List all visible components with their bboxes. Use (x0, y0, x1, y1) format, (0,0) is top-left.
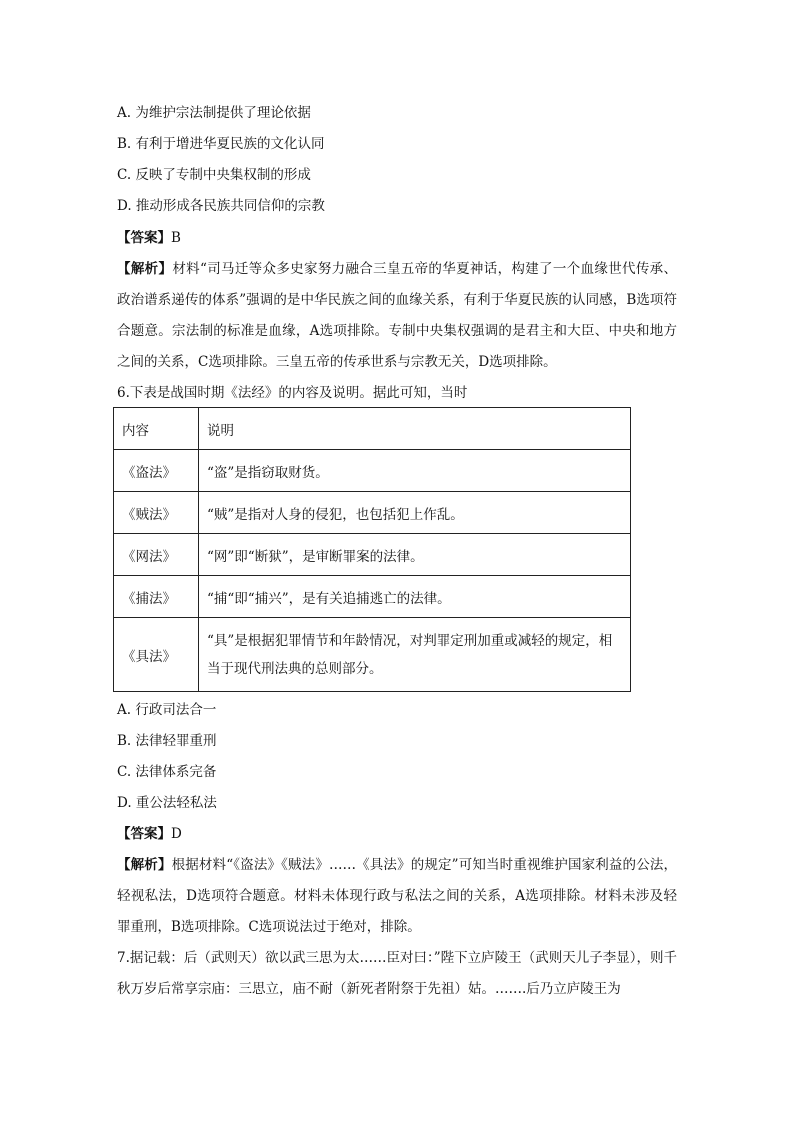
table-cell-law: 《贼法》 (114, 492, 199, 534)
q6-analysis-label: 【解析】 (117, 857, 172, 873)
q5-option-a: A. 为维护宗法制提供了理论依据 (117, 105, 311, 121)
q6-option-d: D. 重公法轻私法 (117, 795, 217, 811)
table-row (114, 534, 631, 576)
q6-answer-value: D (171, 826, 182, 842)
table-row (114, 576, 631, 618)
q7-stem: 7.据记载：后（武则天）欲以武三思为太……臣对曰：”陛下立庐陵王（武则天儿子李显），则千秋万岁后常享宗庙：三思立，庙不耐（新死者附祭于先祖）姑。…….后乃立庐陵王为 (117, 950, 677, 997)
table-cell-law: 《盗法》 (114, 450, 199, 492)
q5-option-c: C. 反映了专制中央集权制的形成 (117, 167, 311, 183)
q5-option-b: B. 有利于增进华夏民族的文化认同 (117, 136, 325, 152)
table-row (114, 618, 631, 692)
table-cell-law: 《网法》 (114, 534, 199, 576)
table-cell-description-text: “具”是根据犯罪情节和年龄情况，对判罪定刑加重或减轻的规定，相当于现代刑法典的总则部分。 (207, 632, 613, 677)
q5-analysis-label: 【解析】 (117, 261, 173, 277)
table-cell-description: “盗”是指窃取财货。 (199, 450, 631, 492)
q6-option-a: A. 行政司法合一 (117, 702, 217, 718)
q5-analysis-text: 材料“司马迁等众多史家努力融合三皇五帝的华夏神话，构建了一个血缘世代传承、政治谱系递传的体系”强调的是中华民族之间的血缘关系，有利于华夏民族的认同感，B选项符合题意。宗法制的标准是血缘，A选项排除。专制中央集权强调的是君主和大臣、中央和地方之间的关系，C选项排除。三皇五帝的传承世系与宗教无关，D选项排除。 (117, 261, 677, 370)
table-cell-description: “捕“即“捕兴”，是有关追捕逃亡的法律。 (199, 576, 631, 618)
q5-answer (117, 228, 181, 248)
table-cell-description: “网”即“断狱”，是审断罪案的法律。 (199, 534, 631, 576)
q6-analysis (117, 850, 677, 943)
q6-answer (117, 824, 182, 844)
table-header-description: 说明 (199, 408, 631, 450)
table-header-row (114, 408, 631, 450)
q5-answer-value: B (171, 230, 181, 246)
table-cell-law: 《具法》 (114, 618, 199, 692)
table-cell-law: 《捕法》 (114, 576, 199, 618)
table-cell-description (199, 618, 631, 692)
table-row (114, 492, 631, 534)
law-table (113, 407, 631, 692)
q5-answer-label: 【答案】 (117, 230, 171, 246)
table-row (114, 450, 631, 492)
q6-answer-label: 【答案】 (117, 826, 171, 842)
q5-analysis (117, 254, 677, 378)
table-cell-description: “贼”是指对人身的侵犯，也包括犯上作乱。 (199, 492, 631, 534)
q6-option-c: C. 法律体系完备 (117, 764, 217, 780)
q6-option-b: B. 法律轻罪重刑 (117, 733, 217, 749)
table-header-content: 内容 (114, 408, 199, 450)
q5-option-d: D. 推动形成各民族共同信仰的宗教 (117, 198, 325, 214)
q6-stem: 6.下表是战国时期《法经》的内容及说明。据此可知，当时 (117, 385, 468, 401)
q6-analysis-text: 根据材料“《盗法》《贼法》……《具法》的规定”可知当时重视维护国家利益的公法，轻视私法，D选项符合题意。材料未体现行政与私法之间的关系，A选项排除。材料未涉及轻罪重刑，B选项排除。C选项说法过于绝对，排除。 (117, 857, 677, 935)
